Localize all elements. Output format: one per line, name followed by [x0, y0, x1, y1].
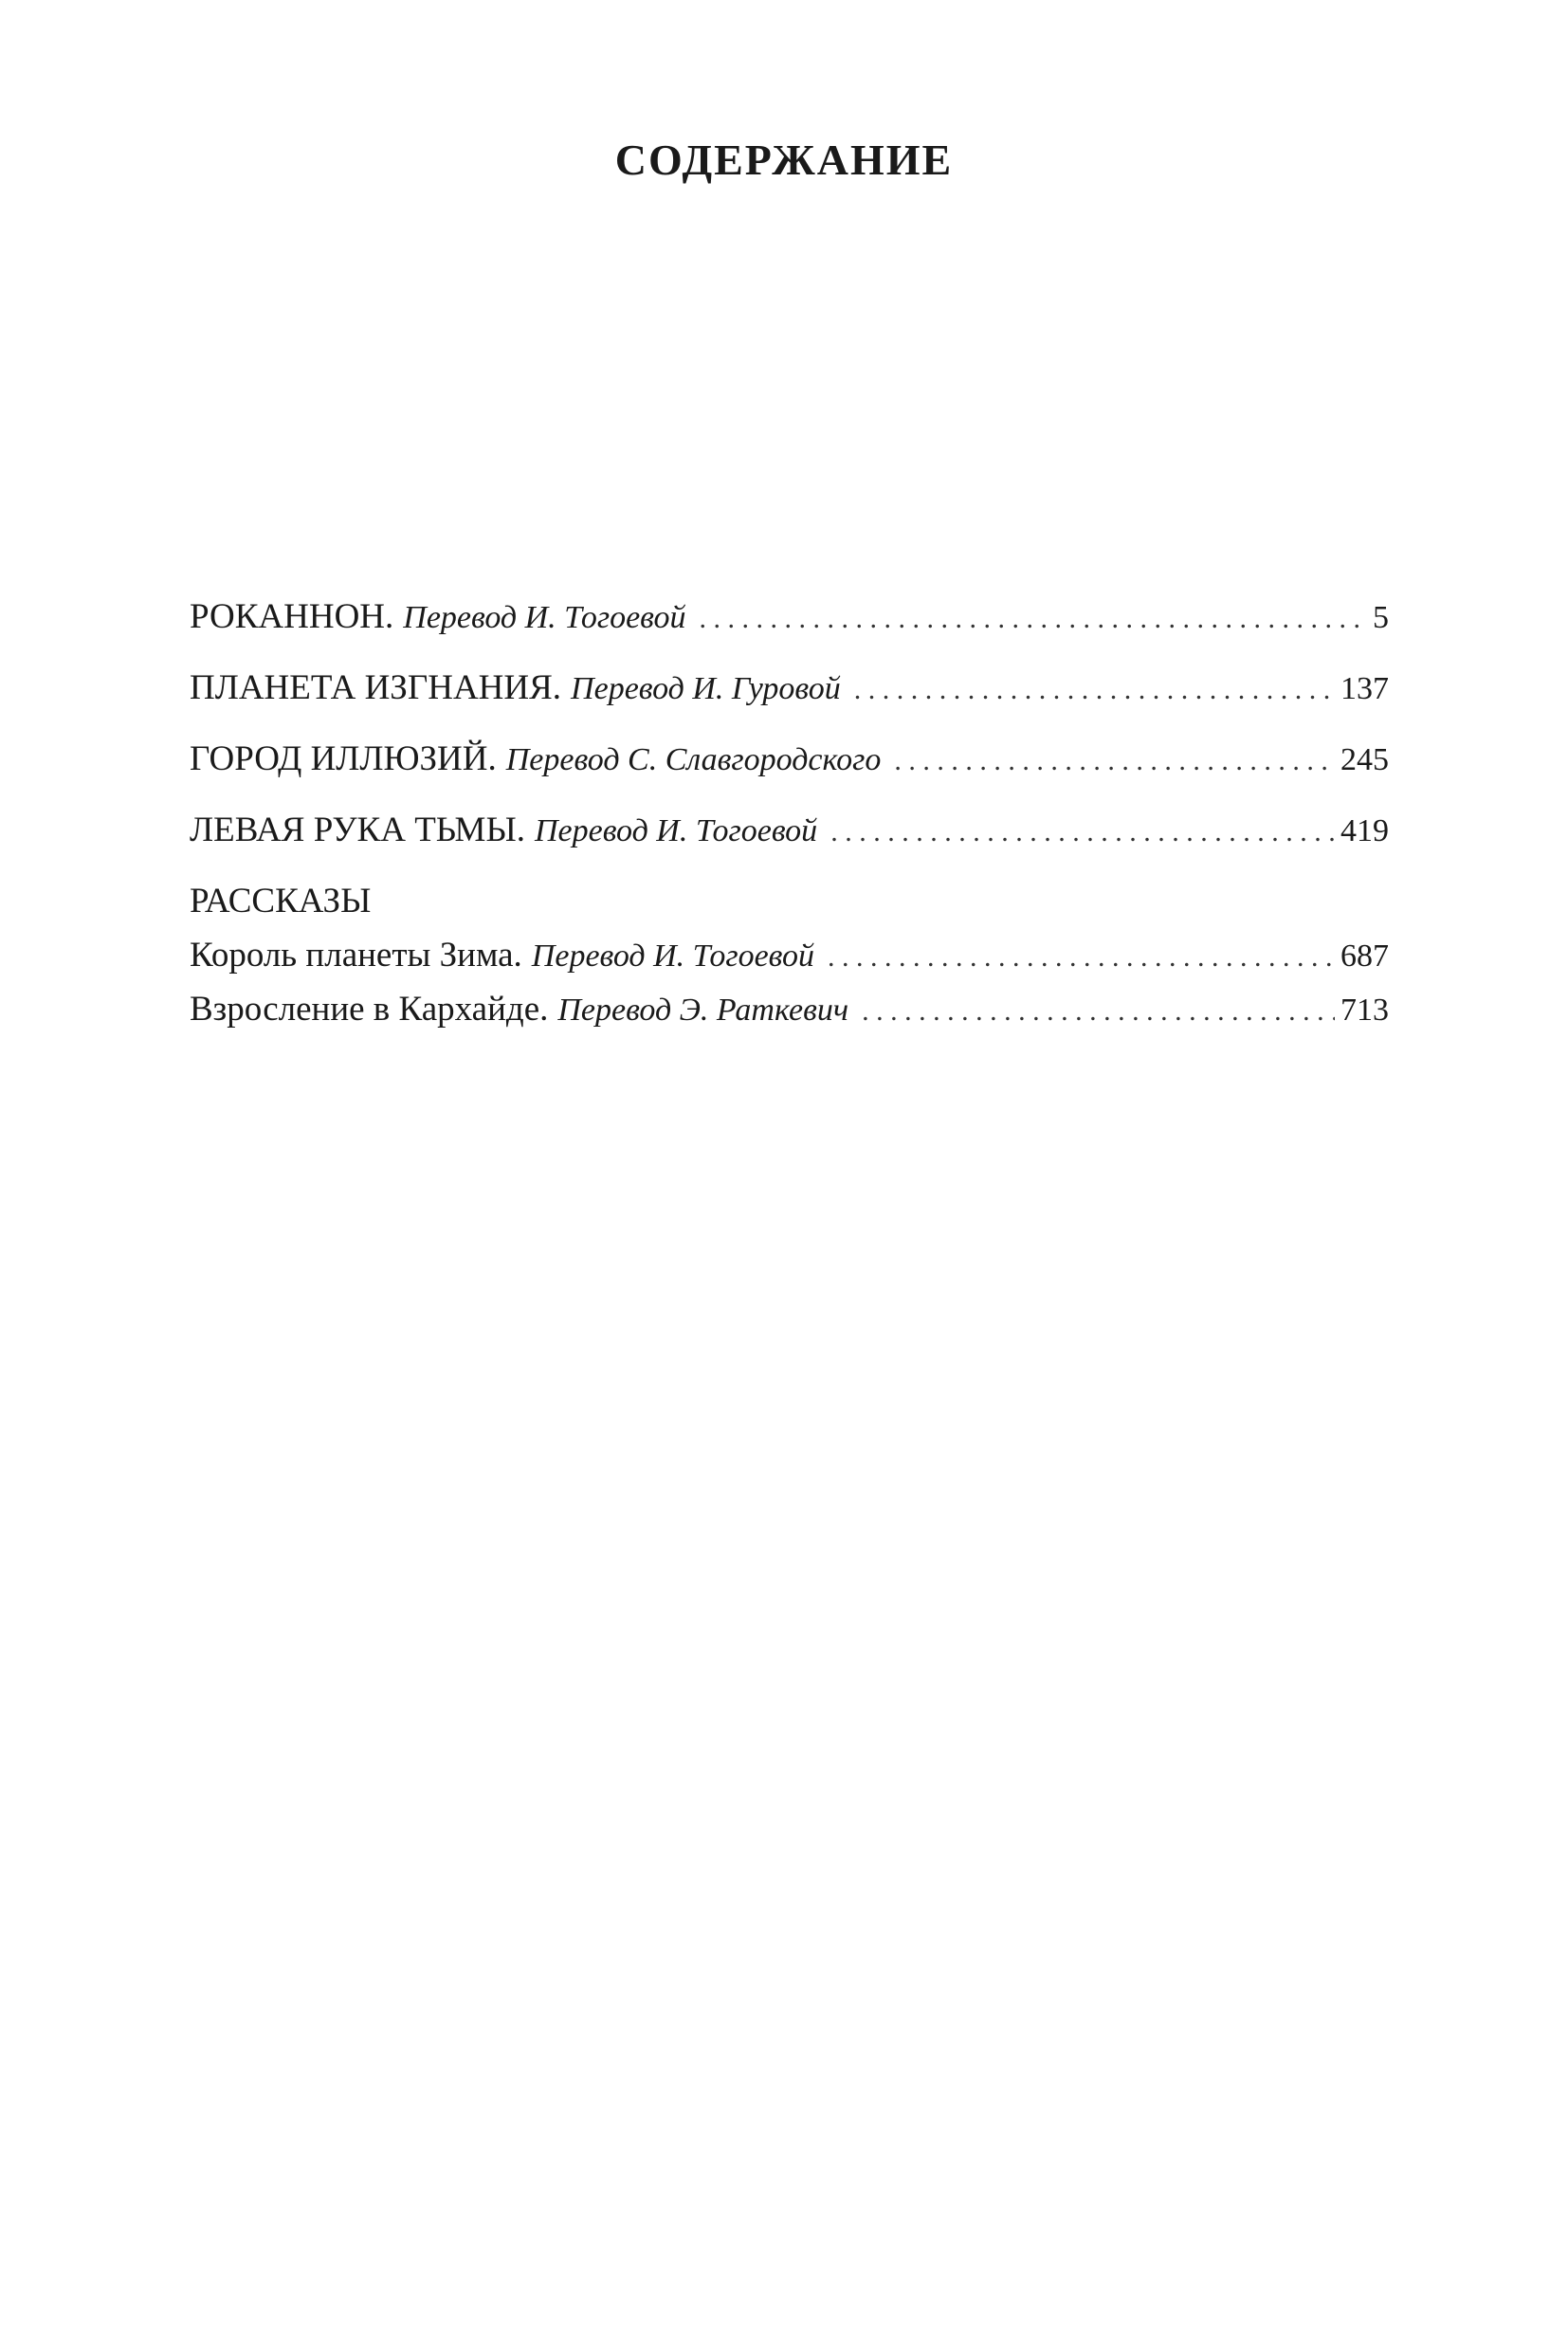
- entry-title: РОКАННОН.: [190, 597, 394, 636]
- entry-page-number: 713: [1340, 993, 1389, 1028]
- dot-leader: [854, 668, 1335, 712]
- entry-title: ГОРОД ИЛЛЮЗИЙ.: [190, 739, 497, 778]
- table-of-contents: [190, 595, 1389, 1042]
- dot-leader: [894, 739, 1335, 783]
- entry-translator: Перевод С. Славгородского: [505, 742, 882, 777]
- entry-page-number: 137: [1340, 671, 1389, 706]
- stories-section-heading: РАССКАЗЫ: [190, 882, 372, 920]
- entry-page-number: 687: [1340, 939, 1389, 974]
- toc-entry-planet-of-exile: [190, 666, 1389, 712]
- toc-entry-left-hand-of-darkness: [190, 809, 1389, 854]
- entry-page-number: 419: [1340, 813, 1389, 848]
- entry-translator: Перевод И. Гуровой: [571, 671, 841, 706]
- entry-translator: Перевод И. Тогоевой: [531, 939, 814, 974]
- entry-title: Взросление в Кархайде.: [190, 990, 549, 1029]
- entry-title: ПЛАНЕТА ИЗГНАНИЯ.: [190, 668, 562, 707]
- entry-translator: Перевод И. Тогоевой: [403, 600, 686, 635]
- entry-translator: Перевод Э. Раткевич: [557, 993, 849, 1028]
- toc-entry-rokannon: [190, 595, 1389, 641]
- dot-leader: [862, 990, 1335, 1033]
- entry-title: Король планеты Зима.: [190, 936, 522, 975]
- dot-leader: [830, 811, 1335, 854]
- page-title: СОДЕРЖАНИЕ: [614, 136, 954, 184]
- toc-entry-winter-king: [190, 934, 1389, 979]
- toc-entry-coming-of-age-in-karhide: [190, 988, 1389, 1033]
- entry-title: ЛЕВАЯ РУКА ТЬМЫ.: [190, 811, 525, 849]
- entry-page-number: 245: [1340, 742, 1389, 777]
- toc-entry-city-of-illusions: [190, 738, 1389, 783]
- entry-translator: Перевод И. Тогоевой: [534, 813, 818, 848]
- dot-leader: [828, 936, 1335, 979]
- entry-page-number: 5: [1373, 600, 1389, 635]
- dot-leader: [699, 597, 1364, 641]
